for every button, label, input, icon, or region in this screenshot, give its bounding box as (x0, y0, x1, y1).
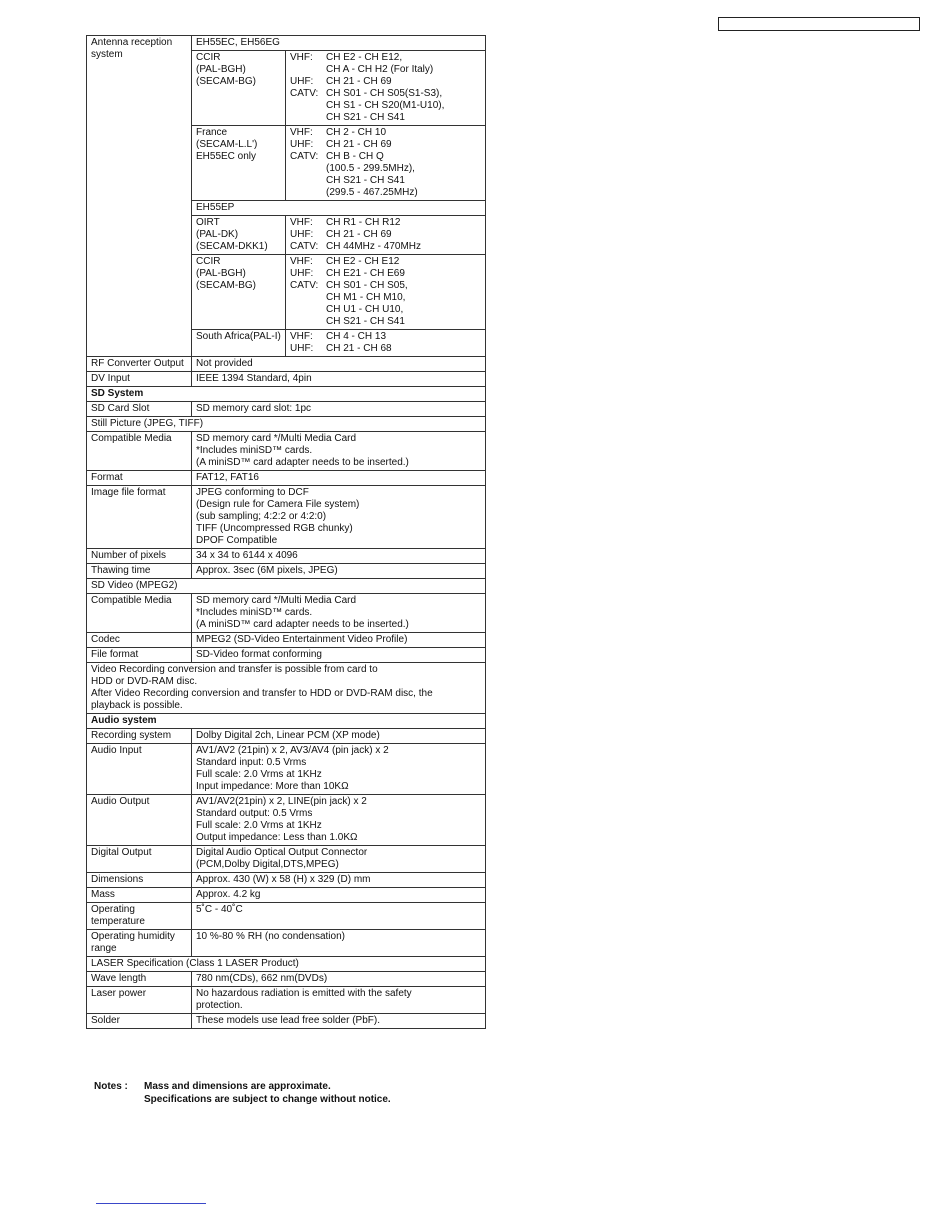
spec-value: SD memory card slot: 1pc (192, 402, 486, 417)
spec-value: These models use lead free solder (PbF). (192, 1014, 486, 1029)
still-picture-row: Still Picture (JPEG, TIFF) (87, 417, 486, 432)
notes-label: Notes : (94, 1081, 128, 1092)
spec-row (87, 357, 486, 372)
band-name: VHF: (290, 127, 313, 138)
spec-label: Mass (87, 888, 192, 903)
spec-value: 780 nm(CDs), 662 nm(DVDs) (192, 972, 486, 987)
spec-label: Wave length (87, 972, 192, 987)
spec-row (87, 402, 486, 417)
spec-value: Dolby Digital 2ch, Linear PCM (XP mode) (192, 729, 486, 744)
band-name: VHF: (290, 217, 313, 228)
spec-value: 10 %-80 % RH (no condensation) (192, 930, 486, 957)
sd-video-row: SD Video (MPEG2) (87, 579, 486, 594)
spec-value: Digital Audio Optical Output Connector (PCM,Dolby Digital,DTS,MPEG) (192, 846, 486, 873)
spec-row (87, 432, 486, 471)
video-note-row: Video Recording conversion and transfer is possible from card to HDD or DVD-RAM disc. After Video Recording conversion and transfer to HDD or DVD-RAM disc, the playback is possible. (87, 663, 486, 714)
spec-label: SD Card Slot (87, 402, 192, 417)
spec-label: Image file format (87, 486, 192, 549)
notes-line-2: Specifications are subject to change without notice. (144, 1094, 391, 1105)
footer-link-line (96, 1203, 206, 1204)
spec-label: Number of pixels (87, 549, 192, 564)
broadcast-system: CCIR (PAL-BGH) (SECAM-BG) (192, 255, 286, 330)
band-channels: CH B - CH Q (100.5 - 299.5MHz), CH S21 - CH S41 (299.5 - 467.25MHz) (326, 151, 418, 198)
spec-label: DV Input (87, 372, 192, 387)
spec-table (86, 35, 486, 1029)
spec-row (87, 633, 486, 648)
band-name: VHF: (290, 331, 313, 342)
spec-label: Solder (87, 1014, 192, 1029)
band-channels: CH 21 - CH 69 (326, 139, 392, 150)
band-name: UHF: (290, 139, 314, 150)
band-channels: CH 2 - CH 10 (326, 127, 387, 138)
spec-value: 34 x 34 to 6144 x 4096 (192, 549, 486, 564)
spec-row (87, 486, 486, 549)
spec-label: Audio Output (87, 795, 192, 846)
spec-row (87, 930, 486, 957)
spec-value: IEEE 1394 Standard, 4pin (192, 372, 486, 387)
audio-system-row: Audio system (87, 714, 486, 729)
spec-value: Approx. 3sec (6M pixels, JPEG) (192, 564, 486, 579)
spec-row (87, 846, 486, 873)
spec-label: Operating temperature (87, 903, 192, 930)
spec-row (87, 594, 486, 633)
spec-label: Dimensions (87, 873, 192, 888)
band-channels: CH 21 - CH 69 (326, 229, 392, 240)
spec-label: RF Converter Output (87, 357, 192, 372)
model-group-title: EH55EC, EH56EG (192, 36, 486, 51)
spec-row (87, 873, 486, 888)
spec-label: Format (87, 471, 192, 486)
spec-row (87, 795, 486, 846)
spec-value: SD memory card */Multi Media Card *Includes miniSD™ cards. (A miniSD™ card adapter needs to be inserted.) (192, 432, 486, 471)
spec-value: Approx. 4.2 kg (192, 888, 486, 903)
channel-bands (286, 216, 486, 255)
spec-row (87, 888, 486, 903)
notes-line-1: Mass and dimensions are approximate. (144, 1081, 331, 1092)
spec-value: AV1/AV2(21pin) x 2, LINE(pin jack) x 2 Standard output: 0.5 Vrms Full scale: 2.0 Vrms at 1KHz Output impedance: Less than 1.0KΩ (192, 795, 486, 846)
header-box (718, 17, 920, 31)
band-name: UHF: (290, 343, 314, 354)
spec-label: Compatible Media (87, 594, 192, 633)
spec-value: MPEG2 (SD-Video Entertainment Video Profile) (192, 633, 486, 648)
spec-row (87, 1014, 486, 1029)
band-name: CATV: (290, 88, 319, 99)
broadcast-system: South Africa(PAL-I) (192, 330, 286, 357)
spec-label: Codec (87, 633, 192, 648)
spec-value: Approx. 430 (W) x 58 (H) x 329 (D) mm (192, 873, 486, 888)
sd-system-row: SD System (87, 387, 486, 402)
spec-value: 5˚C - 40˚C (192, 903, 486, 930)
spec-label: Audio Input (87, 744, 192, 795)
broadcast-system: France (SECAM-L.L') EH55EC only (192, 126, 286, 201)
band-name: VHF: (290, 52, 313, 63)
spec-row (87, 549, 486, 564)
band-name: UHF: (290, 76, 314, 87)
band-channels: CH R1 - CH R12 (326, 217, 401, 228)
spec-label: Operating humidity range (87, 930, 192, 957)
spec-value: JPEG conforming to DCF (Design rule for Camera File system) (sub sampling; 4:2:2 or 4:2:0) TIFF (Uncompressed RGB chunky) DPOF Compatible (192, 486, 486, 549)
spec-label: Recording system (87, 729, 192, 744)
spec-value: Not provided (192, 357, 486, 372)
band-channels: CH 21 - CH 68 (326, 343, 392, 354)
notes (94, 1080, 391, 1106)
band-name: CATV: (290, 151, 319, 162)
channel-bands (286, 255, 486, 330)
band-channels: CH E2 - CH E12, CH A - CH H2 (For Italy) (326, 52, 434, 75)
band-name: VHF: (290, 256, 313, 267)
spec-value: FAT12, FAT16 (192, 471, 486, 486)
channel-bands (286, 330, 486, 357)
spec-row (87, 903, 486, 930)
spec-row (87, 987, 486, 1014)
band-channels: CH E2 - CH E12 (326, 256, 400, 267)
spec-label: Laser power (87, 987, 192, 1014)
spec-row (87, 648, 486, 663)
spec-row (87, 372, 486, 387)
channel-bands (286, 51, 486, 126)
band-name: UHF: (290, 229, 314, 240)
spec-row (87, 471, 486, 486)
spec-label: File format (87, 648, 192, 663)
spec-value: SD-Video format conforming (192, 648, 486, 663)
broadcast-system: CCIR (PAL-BGH) (SECAM-BG) (192, 51, 286, 126)
broadcast-system: OIRT (PAL-DK) (SECAM-DKK1) (192, 216, 286, 255)
band-channels: CH E21 - CH E69 (326, 268, 405, 279)
antenna-label: Antenna reception system (87, 36, 192, 357)
band-channels: CH S01 - CH S05, CH M1 - CH M10, CH U1 - CH U10, CH S21 - CH S41 (326, 280, 408, 327)
laser-spec-row: LASER Specification (Class 1 LASER Product) (87, 957, 486, 972)
spec-value: SD memory card */Multi Media Card *Includes miniSD™ cards. (A miniSD™ card adapter needs to be inserted.) (192, 594, 486, 633)
band-channels: CH S01 - CH S05(S1-S3), CH S1 - CH S20(M1-U10), CH S21 - CH S41 (326, 88, 445, 123)
spec-row (87, 972, 486, 987)
spec-label: Digital Output (87, 846, 192, 873)
spec-label: Thawing time (87, 564, 192, 579)
spec-row (87, 729, 486, 744)
spec-row (87, 744, 486, 795)
band-channels: CH 21 - CH 69 (326, 76, 392, 87)
band-name: CATV: (290, 280, 319, 291)
band-name: CATV: (290, 241, 319, 252)
model-group-title: EH55EP (192, 201, 486, 216)
band-name: UHF: (290, 268, 314, 279)
band-channels: CH 4 - CH 13 (326, 331, 387, 342)
spec-value: AV1/AV2 (21pin) x 2, AV3/AV4 (pin jack) x 2 Standard input: 0.5 Vrms Full scale: 2.0 Vrms at 1KHz Input impedance: More than 10KΩ (192, 744, 486, 795)
spec-value: No hazardous radiation is emitted with the safety protection. (192, 987, 486, 1014)
spec-row (87, 564, 486, 579)
spec-label: Compatible Media (87, 432, 192, 471)
band-channels: CH 44MHz - 470MHz (326, 241, 422, 252)
channel-bands (286, 126, 486, 201)
